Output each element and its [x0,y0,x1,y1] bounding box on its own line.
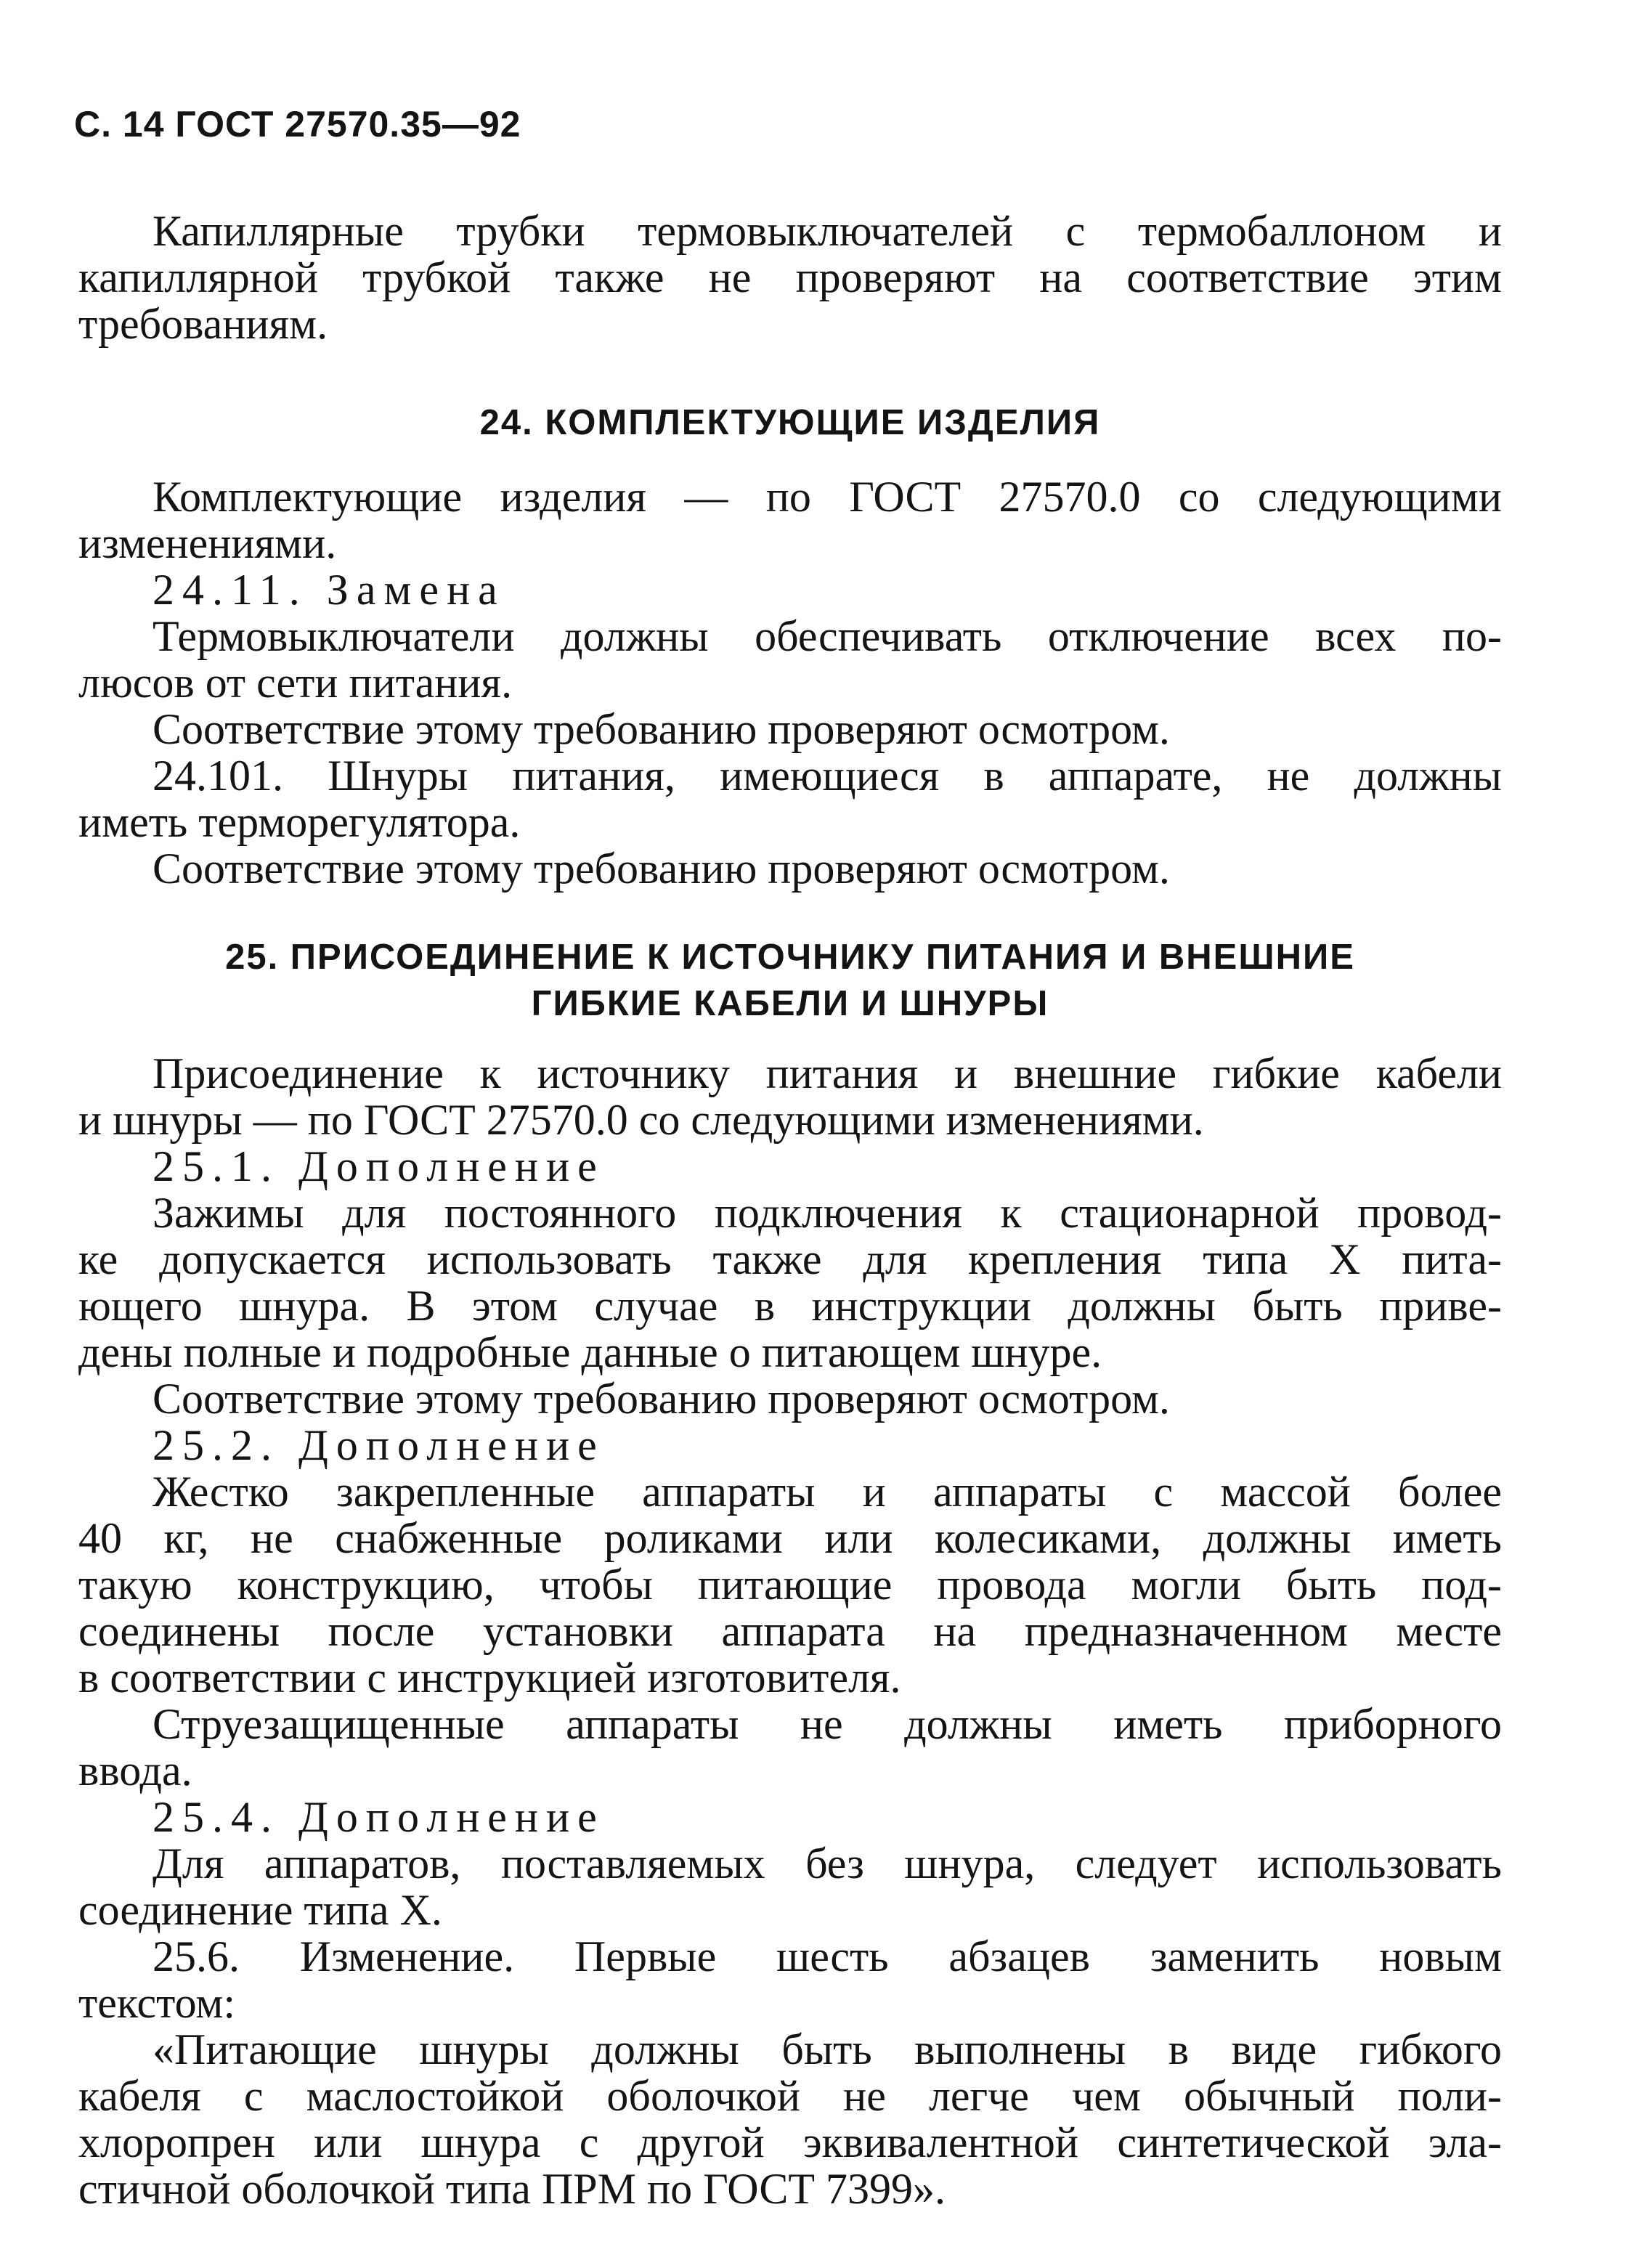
clause-title-text: 25.1. Дополнение [153,1142,605,1190]
text-line: Капиллярные трубки термовыключателей с термобаллоном и [153,207,1502,255]
clause-title-text: 25.4. Дополнение [153,1793,605,1841]
clause-title [78,1143,1502,1190]
text-line: Струезащищенные аппараты не должны иметь приборного [153,1700,1502,1748]
clause-title [78,1422,1502,1468]
text-line: капиллярной трубкой также не проверяют на соответствие этим [78,253,1502,301]
text-line: требованиям. [78,300,328,348]
clause-title-text: 24.11. Замена [153,566,505,614]
text-line: изменениями. [78,519,337,567]
text-line: хлоропрен или шнура с другой эквивалентной синтетической эла- [78,2118,1502,2166]
section-24-body [78,473,1502,892]
text-line: Термовыключатели должны обеспечивать отключение всех по- [153,612,1502,660]
text-line: Присоединение к источнику питания и внешние гибкие кабели [153,1049,1502,1097]
section-24-heading: 24. КОМПЛЕКТУЮЩИЕ ИЗДЕЛИЯ [479,403,1101,442]
text-line: Соответствие этому требованию проверяют осмотром. [153,1375,1170,1423]
text-line: соединены после установки аппарата на предназначенном месте [78,1607,1502,1655]
text-line: ввода. [78,1747,192,1795]
text-line: ющего шнура. В этом случае в инструкции должны быть приве- [78,1282,1502,1330]
text-line: текстом: [78,1979,236,2027]
intro-paragraph [78,208,1502,347]
text-line: иметь терморегулятора. [78,798,521,846]
text-line: «Питающие шнуры должны быть выполнены в виде гибкого [153,2025,1502,2073]
text-line: 40 кг, не снабженные роликами или колесиками, должны иметь [78,1514,1502,1562]
clause-title [78,566,1502,613]
text-line: Зажимы для постоянного подключения к стационарной провод- [153,1189,1502,1237]
text-line: дены полные и подробные данные о питающем шнуре. [78,1328,1102,1376]
text-line: ке допускается использовать также для крепления типа X пита- [78,1235,1502,1283]
text-line: Соответствие этому требованию проверяют осмотром. [153,705,1170,753]
text-line: Соответствие этому требованию проверяют осмотром. [153,845,1170,893]
text-line: Комплектующие изделия — по ГОСТ 27570.0 со следующими [153,473,1502,521]
text-line: 25.6. Изменение. Первые шесть абзацев заменить новым [153,1932,1502,1980]
text-line: кабеля с маслостойкой оболочкой не легче чем обычный поли- [78,2072,1502,2120]
section-25-body [78,1050,1502,2212]
text-line: в соответствии с инструкцией изготовителя. [78,1654,901,1702]
page-header: С. 14 ГОСТ 27570.35—92 [74,104,521,145]
text-line: и шнуры — по ГОСТ 27570.0 со следующими изменениями. [78,1096,1204,1144]
text-line: стичной оболочкой типа ПРМ по ГОСТ 7399». [78,2165,946,2213]
section-25-heading-line2: ГИБКИЕ КАБЕЛИ И ШНУРЫ [531,984,1049,1023]
text-line: люсов от сети питания. [78,659,513,707]
clause-title-text: 25.2. Дополнение [153,1421,605,1469]
text-line: такую конструкцию, чтобы питающие провода могли быть под- [78,1561,1502,1609]
text-line: Жестко закрепленные аппараты и аппараты с массой более [153,1468,1502,1516]
text-line: Для аппаратов, поставляемых без шнура, следует использовать [153,1840,1502,1887]
text-line: 24.101. Шнуры питания, имеющиеся в аппарате, не должны [153,752,1502,800]
section-25-heading-line1: 25. ПРИСОЕДИНЕНИЕ К ИСТОЧНИКУ ПИТАНИЯ И ВНЕШНИЕ [225,938,1355,977]
clause-title [78,1794,1502,1840]
text-line: соединение типа X. [78,1886,442,1934]
